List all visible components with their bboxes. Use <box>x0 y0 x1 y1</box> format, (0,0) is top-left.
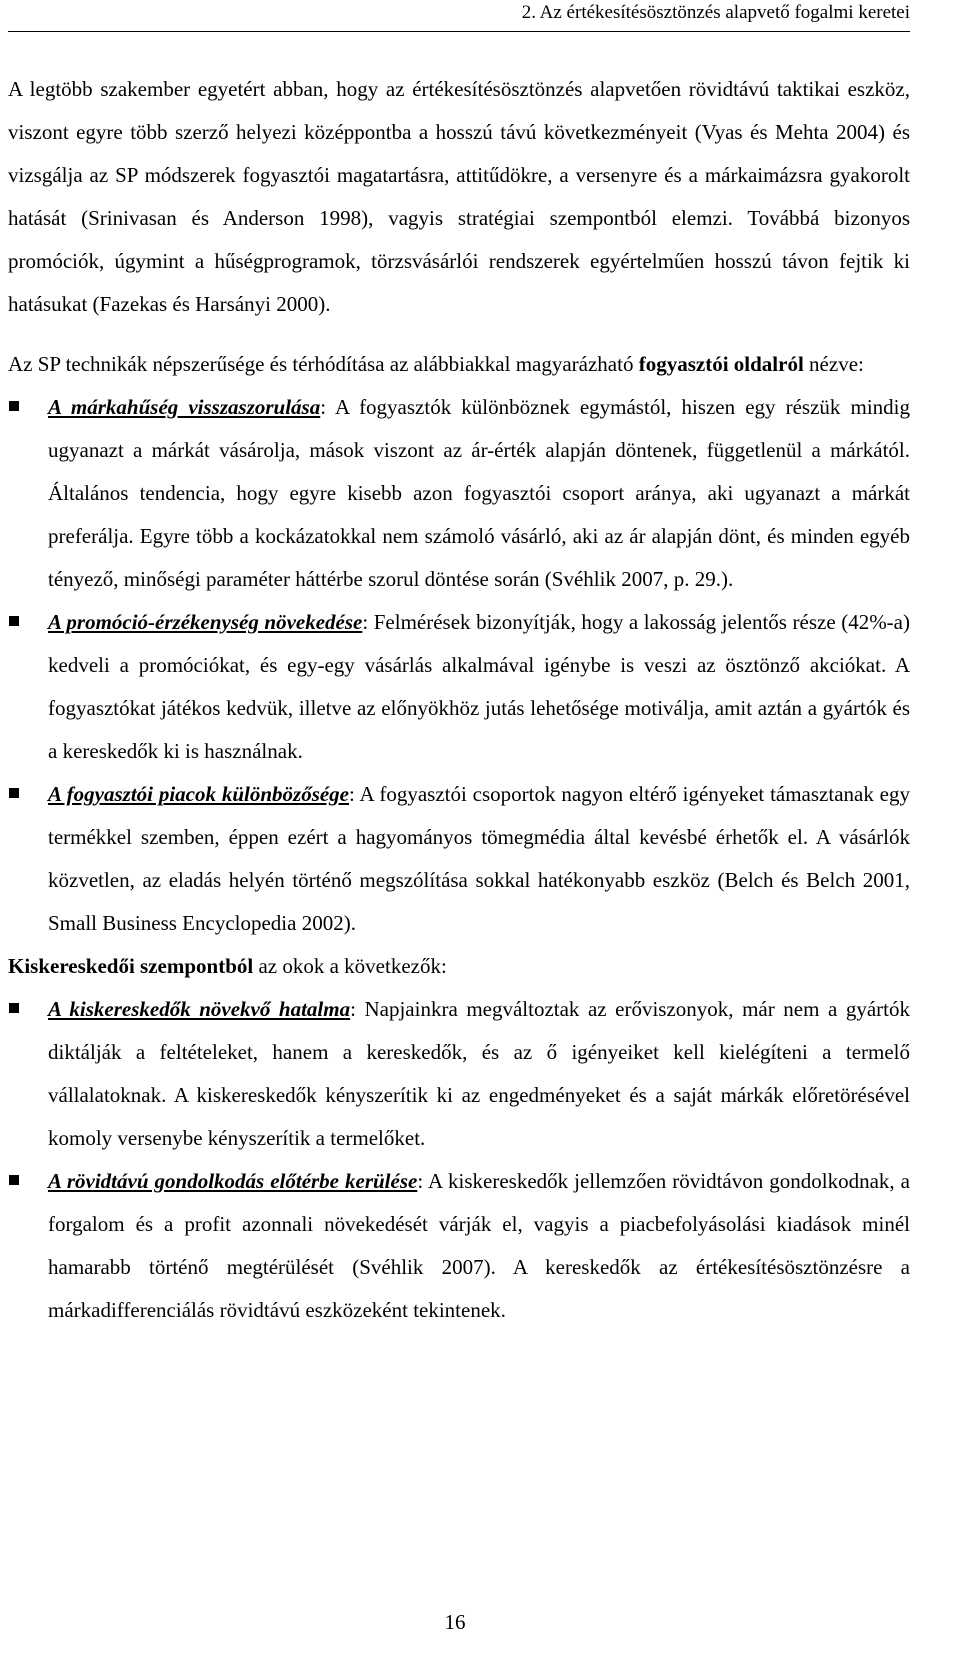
consumer-lead-tail: nézve: <box>803 352 864 376</box>
intro-paragraph: A legtöbb szakember egyetért abban, hogy az értékesítésösztönzés alapvetően rövidtávú taktikai eszköz, viszont egyre több szerző helyezi középpontba a hosszú távú következményeit (Vyas és Mehta 2004) és vizsgálja az SP módszerek fogyasztói magatartásra, attitűdökre, a versenyre és a márkaimázsra gyakorolt hatását (Srinivasan és Anderson 1998), vagyis stratégiai szempontból elemzi. Továbbá bizonyos promóciók, úgymint a hűségprogramok, törzsvásárlói rendszerek egyértelműen hosszú távon fejtik ki hatásukat (Fazekas és Harsányi 2000). <box>8 77 910 316</box>
retail-bullet-list <box>8 988 910 1332</box>
retail-lead-bold: Kiskereskedői szempontból <box>8 954 254 978</box>
square-bullet-icon <box>9 616 19 626</box>
list-item <box>8 601 910 773</box>
list-item <box>8 773 910 945</box>
square-bullet-icon <box>9 401 19 411</box>
bullet-term: A márkahűség visszaszorulása <box>48 395 321 419</box>
bullet-term: A promóció-érzékenység növekedése <box>48 610 363 634</box>
square-bullet-icon <box>9 1003 19 1013</box>
bullet-term: A fogyasztói piacok különbözősége <box>48 782 350 806</box>
list-item <box>8 386 910 601</box>
consumer-lead-bold: fogyasztói oldalról <box>638 352 804 376</box>
retail-lead-tail: az okok a következők: <box>253 954 447 978</box>
consumer-lead-text: Az SP technikák népszerűsége és térhódítása az alábbiakkal magyarázható <box>8 352 639 376</box>
running-header: 2. Az értékesítésösztönzés alapvető fogalmi keretei <box>521 2 910 23</box>
square-bullet-icon <box>9 1175 19 1185</box>
list-item <box>8 988 910 1160</box>
document-body <box>8 68 910 1332</box>
bullet-text: : Felmérések bizonyítják, hogy a lakosság jelentős része (42%-a) kedveli a promóciókat, és egy-egy vásárlás alkalmával igénybe is veszi az ösztönző akciókat. A fogyasztókat játékos kedvük, illetve az előnyökhöz jutás lehetősége motiválja, amit aztán a gyártók és a kereskedők ki is használnak. <box>48 610 910 763</box>
bullet-text: : A fogyasztók különböznek egymástól, hiszen egy részük mindig ugyanazt a márkát vásárolja, mások viszont az ár-érték alapján döntenek, függetlenül a márkától. Általános tendencia, hogy egyre kisebb azon fogyasztói csoport aránya, aki ugyanazt a márkát preferálja. Egyre több a kockázatokkal nem számoló vásárló, aki az ár alapján dönt, és minden egyéb tényező, minőségi paraméter háttérbe szorul döntése során (Svéhlik 2007, p. 29.). <box>48 395 910 591</box>
bullet-text: : A fogyasztói csoportok nagyon eltérő igényeket támasztanak egy termékkel szemben, éppen ezért a hagyományos tömegmédia által kevésbé érhetők el. A vásárlók közvetlen, az eladás helyén történő megszólítása sokkal hatékonyabb eszköz (Belch és Belch 2001, Small Business Encyclopedia 2002). <box>48 782 910 935</box>
list-item <box>8 1160 910 1332</box>
bullet-term: A rövidtávú gondolkodás előtérbe kerülése <box>48 1169 418 1193</box>
consumer-lead-paragraph <box>8 343 910 386</box>
page-number: 16 <box>444 1610 466 1634</box>
consumer-bullet-list <box>8 386 910 945</box>
header-divider <box>8 31 910 32</box>
bullet-text: : Napjainkra megváltoztak az erőviszonyok, már nem a gyártók diktálják a feltételeket, hanem a kereskedők, és az ő igényeiket kell kielégíteni a termelő vállalatoknak. A kiskereskedők kényszerítik ki az engedményeket és a saját márkák előretörésével komoly versenybe kényszerítik a termelőket. <box>48 997 910 1150</box>
retail-lead-paragraph <box>8 945 910 988</box>
square-bullet-icon <box>9 788 19 798</box>
bullet-term: A kiskereskedők növekvő hatalma <box>48 997 351 1021</box>
bullet-text: : A kiskereskedők jellemzően rövidtávon gondolkodnak, a forgalom és a profit azonnali növekedését várják el, vagyis a piacbefolyásolási kiadások minél hamarabb történő megtérülését (Svéhlik 2007). A kereskedők az értékesítésösztönzésre a márkadifferenciálás rövidtávú eszközeként tekintenek. <box>48 1169 910 1322</box>
